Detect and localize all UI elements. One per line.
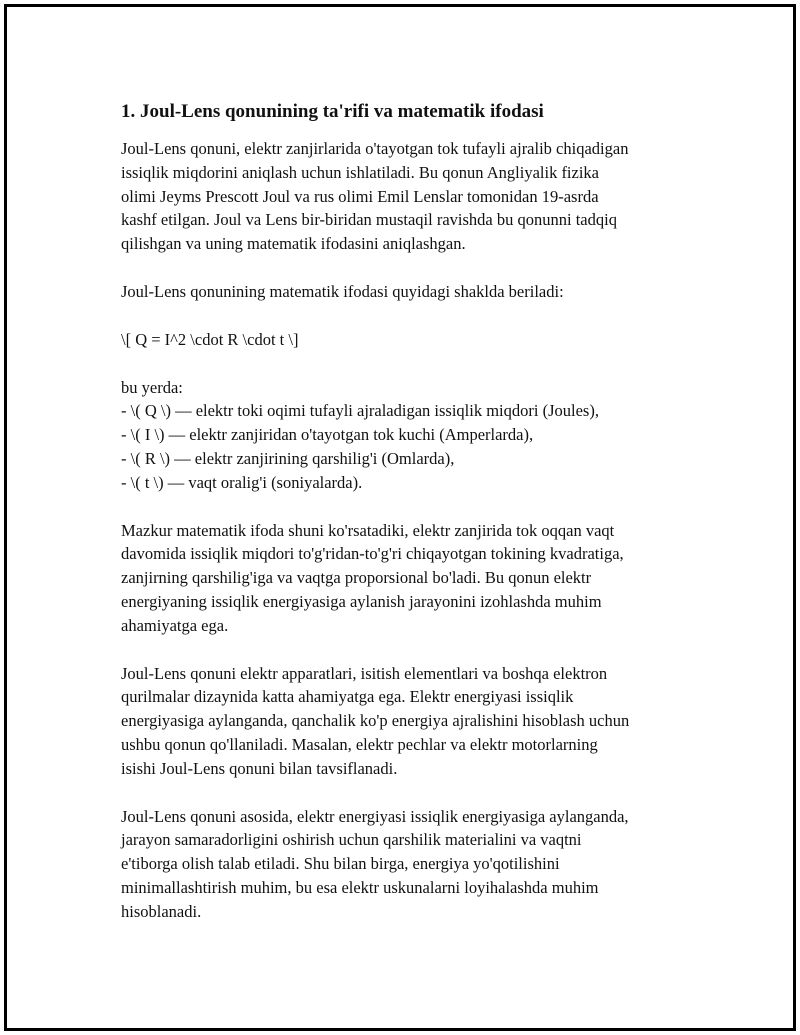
text-line: energiyasiga aylanganda, qanchalik ko'p energiya ajralishini hisoblash uchun xyxy=(121,711,630,731)
text-line: Joul-Lens qonuni, elektr zanjirlarida o'tayotgan tok tufayli ajralib chiqadigan xyxy=(121,139,629,158)
paragraph-efficiency xyxy=(121,805,701,924)
formula-line: \[ Q = I^2 \cdot R \cdot t \] xyxy=(121,329,299,349)
text-line: hisoblanadi. xyxy=(121,901,202,921)
formula-block xyxy=(121,328,701,352)
text-line: qilishgan va uning matematik ifodasini aniqlashgan. xyxy=(121,234,466,254)
text-line: olimi Jeyms Prescott Joul va rus olimi Emil Lenslar tomonidan 19-asrda xyxy=(121,186,599,206)
text-line: isishi Joul-Lens qonuni bilan tavsiflanadi. xyxy=(121,758,398,778)
paragraph-variable-list xyxy=(121,376,701,495)
paragraph-intro xyxy=(121,137,701,256)
paragraph-explanation xyxy=(121,519,701,638)
list-item: - \( I \) — elektr zanjiridan o'tayotgan tok kuchi (Amperlarda), xyxy=(121,425,534,445)
text-line: Joul-Lens qonuni asosida, elektr energiyasi issiqlik energiyasiga aylanganda, xyxy=(121,806,629,826)
document-title: 1. Joul-Lens qonunining ta'rifi va matematik ifodasi xyxy=(121,101,544,122)
list-item: - \( Q \) — elektr toki oqimi tufayli ajraladigan issiqlik miqdori (Joules), xyxy=(121,401,599,421)
text-line: bu yerda: xyxy=(121,377,183,397)
text-line: davomida issiqlik miqdori to'g'ridan-to'g'ri chiqayotgan tokining kvadratiga, xyxy=(121,544,624,564)
text-line: ushbu qonun qo'llaniladi. Masalan, elektr pechlar va elektr motorlarning xyxy=(121,734,598,754)
text-line: qurilmalar dizaynida katta ahamiyatga ega. Elektr energiyasi issiqlik xyxy=(121,687,574,707)
text-line: Joul-Lens qonunining matematik ifodasi quyidagi shaklda beriladi: xyxy=(121,281,564,301)
text-line: jarayon samaradorligini oshirish uchun qarshilik materialini va vaqtni xyxy=(121,830,582,850)
list-item: - \( R \) — elektr zanjirining qarshilig'i (Omlarda), xyxy=(121,448,455,468)
paragraph-formula-intro xyxy=(121,280,701,304)
text-line: kashf etilgan. Joul va Lens bir-biridan mustaqil ravishda bu qonunni tadqiq xyxy=(121,210,617,230)
list-item: - \( t \) — vaqt oralig'i (soniyalarda). xyxy=(121,472,363,492)
text-line: issiqlik miqdorini aniqlash uchun ishlatiladi. Bu qonun Angliyalik fizika xyxy=(121,162,600,182)
page-frame xyxy=(4,4,796,1031)
text-line: zanjirning qarshilig'iga va vaqtga proporsional bo'ladi. Bu qonun elektr xyxy=(121,568,592,588)
text-line: Joul-Lens qonuni elektr apparatlari, isitish elementlari va boshqa elektron xyxy=(121,663,608,683)
text-line: Mazkur matematik ifoda shuni ko'rsatadiki, elektr zanjirida tok oqqan vaqt xyxy=(121,520,615,540)
document-body xyxy=(121,99,701,948)
text-line: e'tiborga olish talab etiladi. Shu bilan birga, energiya yo'qotilishini xyxy=(121,854,560,874)
paragraph-applications xyxy=(121,662,701,781)
text-line: energiyaning issiqlik energiyasiga aylanish jarayonini izohlashda muhim xyxy=(121,591,602,611)
text-line: ahamiyatga ega. xyxy=(121,615,229,635)
text-line: minimallashtirish muhim, bu esa elektr uskunalarni loyihalashda muhim xyxy=(121,877,599,897)
